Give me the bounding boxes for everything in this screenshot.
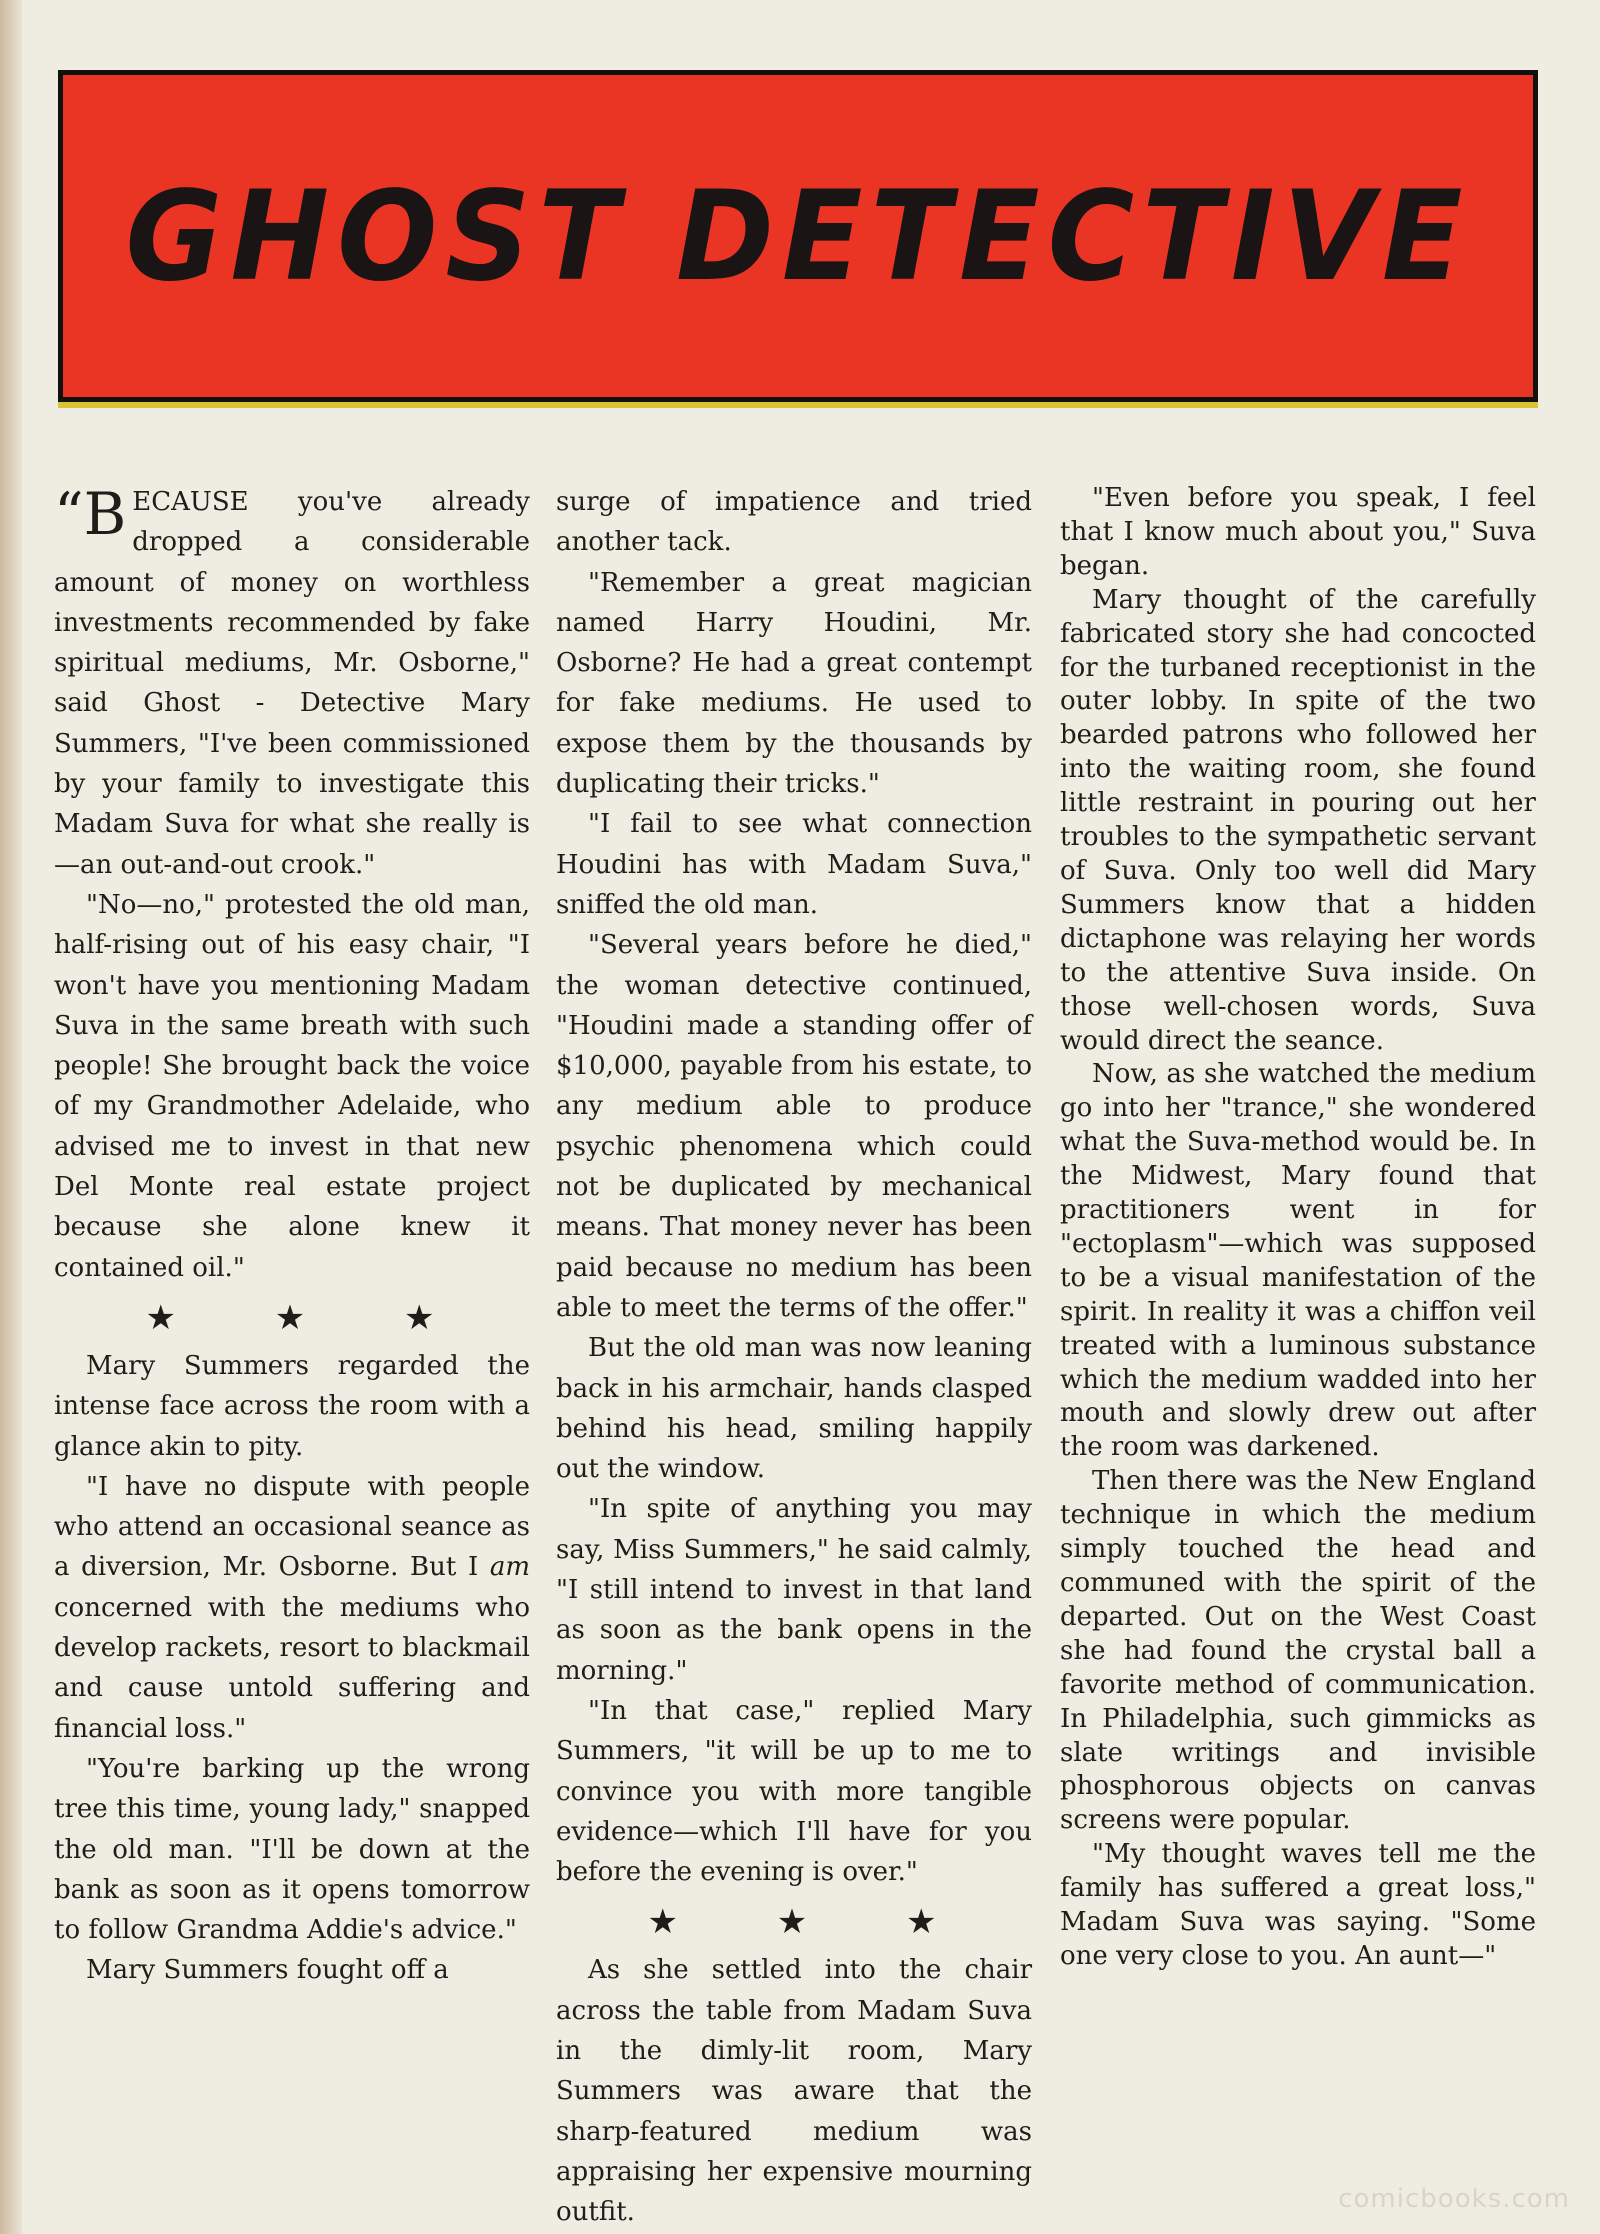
paragraph: "In that case," replied Mary Summers, "it will be up to me to convince you with more tangible evidence—which I'll have for you before the evening is over." (556, 1695, 1032, 1888)
paragraph: "No—no," protested the old man, half-rising out of his easy chair, "I won't have you mentioning Madam Suva in the same breath with such people! She brought back the voice of my Grandmother Adelaide, who advised me to invest in that new Del Monte real estate project because she alone knew it contained oil." (54, 889, 530, 1283)
title-banner (58, 70, 1538, 402)
section-separator: ★ ★ ★ (145, 1297, 479, 1338)
paragraph: "Remember a great magician named Harry Houdini, Mr. Osborne? He had a great contempt for fake mediums. He used to expose them by the thousands by duplicating their tricks." (556, 567, 1032, 800)
paragraph: Then there was the New England technique in which the medium simply touched the head and communed with the spirit of the departed. Out on the West Coast she had found the crystal ball a favorite method of communication. In Philadelphia, such gimmicks as slate writings and invisible phosphorous objects on canvas screens were popular. (1060, 1466, 1536, 1836)
paragraph: "You're barking up the wrong tree this time, young lady," snapped the old man. "I'll be down at the bank as soon as it opens tomorrow to follow Grandma Addie's advice." (54, 1753, 530, 1946)
story-title: GHOST DETECTIVE (125, 163, 1471, 309)
paragraph: Mary thought of the carefully fabricated story she had concocted for the turbaned receptionist in the outer lobby. In spite of the two bearded patrons who followed her into the waiting room, she found little restraint in pouring out her troubles to the sympathetic servant of Suva. Only too well did Mary Summers know that a hidden dictaphone was relaying her words to the attentive Suva inside. On those well-chosen words, Suva would direct the seance. (1060, 584, 1536, 1056)
paragraph: "Several years before he died," the woman detective continued, "Houdini made a standing offer of $10,000, payable from his estate, to any medium able to produce psychic phenomena which could not be duplicated by mechanical means. That money never has been paid because no medium has been able to meet the terms of the offer." (556, 930, 1032, 1323)
section-separator: ★ ★ ★ (647, 1902, 981, 1943)
paragraph: "Even before you speak, I feel that I know much about you," Suva began. (1060, 483, 1536, 581)
paragraph: "I fail to see what connection Houdini has with Madam Suva," sniffed the old man. (556, 809, 1032, 920)
watermark-credit: comicbooks.com (1338, 2184, 1570, 2214)
text-column-2 (556, 482, 1032, 2228)
text-column-1 (54, 482, 530, 2102)
drop-cap: “B (54, 480, 127, 548)
paragraph: But the old man was now leaning back in his armchair, hands clasped behind his head, smiling happily out the window. (556, 1333, 1032, 1485)
paragraph: "In spite of anything you may say, Miss Summers," he said calmly, "I still intend to invest in that land as soon as the bank opens in the morning." (556, 1494, 1032, 1686)
paragraph: Mary Summers fought off a (86, 1955, 449, 1986)
paragraph: Mary Summers regarded the intense face across the room with a glance akin to pity. (54, 1350, 530, 1462)
paragraph: surge of impatience and tried another tack. (556, 487, 1032, 558)
text-column-3 (1060, 482, 1536, 2102)
page-edge (0, 0, 22, 2234)
paragraph: Now, as she watched the medium go into her "trance," she wondered what the Suva-method would be. In the Midwest, Mary found that practitioners went in for "ectoplasm"—which was supposed to be a visual manifestation of the spirit. In reality it was a chiffon veil treated with a luminous substance which the medium wadded into her mouth and slowly drew out after the room was darkened. (1060, 1059, 1536, 1463)
paragraph: As she settled into the chair across the table from Madam Suva in the dimly-lit room, Mary Summers was aware that the sharp-featured medium was appraising her expensive mourning outfit. (556, 1955, 1032, 2228)
paragraph: “BECAUSE you've already dropped a considerable amount of money on worthless investments recommended by fake spiritual mediums, Mr. Osborne," said Ghost - Detective Mary Summers, "I've been commissioned by your family to investigate this Madam Suva for what she really is—an out-and-out crook." (54, 480, 530, 880)
paragraph: "My thought waves tell me the family has suffered a great loss," Madam Suva was saying. "Some one very close to you. An aunt—" (1060, 1839, 1536, 1971)
paragraph: "I have no dispute with people who attend an occasional seance as a diversion, Mr. Osborne. But I am concerned with the mediums who develop rackets, resort to blackmail and cause untold suffering and financial loss." (54, 1471, 530, 1744)
